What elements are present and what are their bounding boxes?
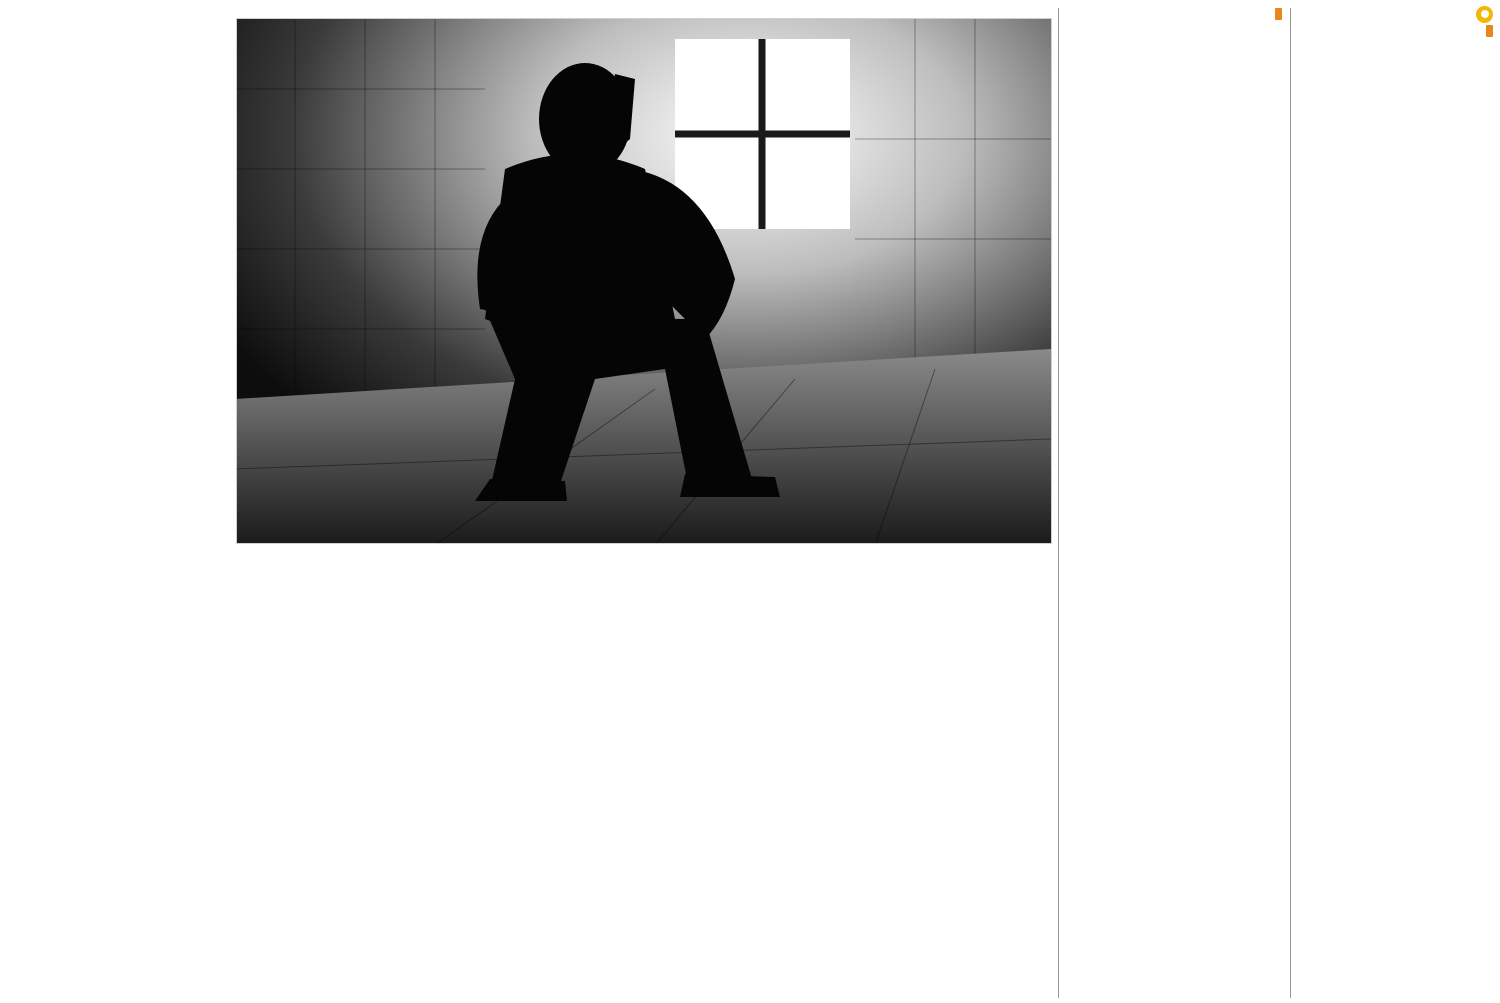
subheading-listen-no-judge	[1065, 8, 1282, 20]
column-divider	[1058, 8, 1059, 998]
article-column-2	[1065, 6, 1282, 21]
column-divider	[1290, 8, 1291, 998]
section-logo-icon	[1476, 6, 1493, 23]
article-photo	[236, 18, 1052, 544]
sitting-man-photo	[236, 19, 1051, 544]
subheading-bullet-icon	[1486, 25, 1493, 37]
subheading-talk-together	[1297, 25, 1493, 37]
section-label	[1297, 6, 1493, 23]
article-column-1	[1297, 6, 1493, 38]
subheading-bullet-icon	[1275, 8, 1282, 20]
